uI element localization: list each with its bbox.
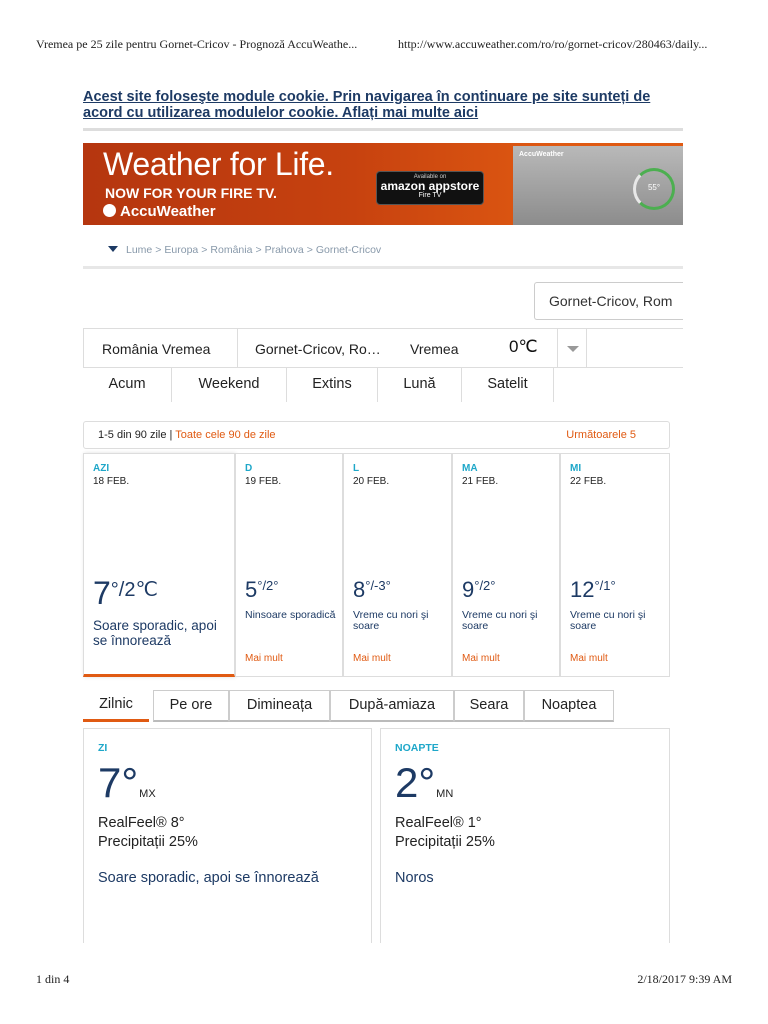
- page-number: 1 din 4: [36, 972, 70, 986]
- range-label: 1-5 din 90 zile |: [98, 429, 173, 441]
- tab-satellite[interactable]: Satelit: [462, 368, 554, 402]
- screen-logo: AccuWeather: [519, 151, 564, 158]
- nav-location[interactable]: Gornet-Cricov, Ro…: [255, 341, 381, 357]
- day-name: MA: [462, 463, 478, 474]
- day-date: 20 FEB.: [353, 476, 390, 487]
- breadcrumb-item[interactable]: Europa: [164, 244, 199, 256]
- tab-month[interactable]: Lună: [378, 368, 462, 402]
- panel-temp: 2°MN: [395, 759, 454, 806]
- day-description: Soare sporadic, apoi se înnorează: [93, 618, 217, 648]
- day-temp: $8^{^\circ/-3^\circ}$: [353, 577, 391, 602]
- divider: [83, 128, 683, 131]
- cookie-notice-link[interactable]: Acest site foloseşte module cookie. Prin navigarea în continuare pe site sunteți de acord cu utilizarea modulelor cookie. Aflați mai multe aici: [83, 89, 651, 121]
- triangle-down-icon[interactable]: [108, 246, 118, 252]
- location-search-input[interactable]: Gornet-Cricov, Rom: [534, 282, 683, 320]
- day-description: Vreme cu nori şi soare: [353, 609, 429, 632]
- banner-subtitle: NOW FOR YOUR FIRE TV.: [105, 185, 277, 201]
- tv-screenshot: [513, 146, 683, 225]
- panel-heading: ZI: [98, 742, 108, 754]
- precipitation-value: Precipitații 25%: [395, 834, 495, 850]
- panel-description: Noros: [395, 870, 434, 886]
- promo-banner[interactable]: [83, 143, 683, 225]
- day-temp: $5^{^\circ/2^\circ}$: [245, 577, 279, 602]
- panel-heading: NOAPTE: [395, 742, 439, 754]
- panel-temp: 7°MX: [98, 759, 156, 806]
- print-footer: [36, 972, 732, 987]
- screen-temp: 55°: [647, 183, 661, 192]
- day-name: MI: [570, 463, 582, 474]
- print-header: [36, 37, 732, 53]
- day-range-bar: [83, 421, 670, 449]
- print-page-title: Vremea pe 25 zile pentru Gornet-Cricov - Prognoză AccuWeathe...: [36, 37, 358, 51]
- breadcrumb-item[interactable]: România: [210, 244, 253, 256]
- day-name: L: [353, 463, 360, 474]
- tab-hourly[interactable]: Pe ore: [153, 690, 229, 722]
- breadcrumb: Lume > Europa > România > Prahova > Gornet-Cricov: [108, 244, 381, 256]
- tab-weekend[interactable]: Weekend: [172, 368, 287, 402]
- more-link[interactable]: Mai mult: [245, 653, 283, 664]
- day-date: 19 FEB.: [245, 476, 282, 487]
- day-temp: $12^{^\circ/1^\circ}$: [570, 577, 616, 602]
- tab-now[interactable]: Acum: [83, 368, 172, 402]
- forecast-day-card[interactable]: [343, 453, 452, 677]
- nav-dropdown[interactable]: [557, 329, 587, 367]
- tab-daily[interactable]: Zilnic: [83, 690, 149, 722]
- tab-afternoon[interactable]: După-amiaza: [330, 690, 454, 722]
- breadcrumb-item[interactable]: Lume: [126, 244, 153, 256]
- detail-tabs: [83, 690, 683, 724]
- day-temp: $9^{^\circ/2^\circ}$: [462, 577, 496, 602]
- nav-weather[interactable]: Vremea: [410, 341, 459, 357]
- day-panel: [83, 728, 372, 943]
- temperature-dial-icon: [633, 168, 675, 210]
- forecast-day-card[interactable]: [452, 453, 560, 677]
- banner-brand: [103, 203, 216, 220]
- day-date: 18 FEB.: [93, 476, 130, 487]
- more-link[interactable]: Mai mult: [353, 653, 391, 664]
- nav-country[interactable]: România Vremea: [102, 341, 211, 357]
- chevron-down-icon: [567, 346, 579, 352]
- sun-icon: [103, 204, 116, 217]
- tab-evening[interactable]: Seara: [454, 690, 524, 722]
- appstore-sub: Fire TV: [418, 192, 442, 199]
- day-temp: $7^{^\circ/2℃}$: [93, 575, 158, 611]
- day-name: AZI: [93, 463, 110, 474]
- breadcrumb-item[interactable]: Gornet-Cricov: [315, 244, 382, 256]
- unit-toggle[interactable]: 0℃: [509, 337, 538, 356]
- appstore-available: Available on: [413, 174, 447, 180]
- forecast-day-card[interactable]: [235, 453, 343, 677]
- tab-extended[interactable]: Extins: [287, 368, 378, 402]
- divider: [83, 266, 683, 269]
- location-nav: [83, 328, 683, 368]
- brand-name: AccuWeather: [120, 203, 216, 220]
- appstore-name: amazon appstore: [380, 179, 480, 193]
- day-description: Vreme cu nori şi soare: [570, 609, 646, 632]
- breadcrumb-item[interactable]: Prahova: [264, 244, 304, 256]
- day-date: 22 FEB.: [570, 476, 607, 487]
- night-panel: [380, 728, 670, 943]
- panel-description: Soare sporadic, apoi se înnorează: [98, 870, 319, 886]
- main-tabs: [83, 368, 683, 402]
- banner-title: Weather for Life.: [103, 146, 334, 182]
- more-link[interactable]: Mai mult: [462, 653, 500, 664]
- print-datetime: 2/18/2017 9:39 AM: [637, 972, 732, 986]
- day-description: Ninsoare sporadică: [245, 609, 336, 621]
- day-date: 21 FEB.: [462, 476, 499, 487]
- day-name: D: [245, 463, 253, 474]
- forecast-day-card[interactable]: [83, 453, 235, 677]
- tab-morning[interactable]: Dimineața: [229, 690, 330, 722]
- appstore-badge[interactable]: [376, 171, 484, 205]
- day-description: Vreme cu nori şi soare: [462, 609, 538, 632]
- realfeel-value: RealFeel® 8°: [98, 815, 185, 831]
- next-five-link[interactable]: Următoarele 5: [566, 429, 636, 441]
- tab-night[interactable]: Noaptea: [524, 690, 614, 722]
- precipitation-value: Precipitații 25%: [98, 834, 198, 850]
- more-link[interactable]: Mai mult: [570, 653, 608, 664]
- realfeel-value: RealFeel® 1°: [395, 815, 482, 831]
- print-page-url: http://www.accuweather.com/ro/ro/gornet-cricov/280463/daily...: [398, 37, 708, 51]
- all-days-link[interactable]: Toate cele 90 de zile: [175, 429, 276, 441]
- forecast-day-card[interactable]: [560, 453, 670, 677]
